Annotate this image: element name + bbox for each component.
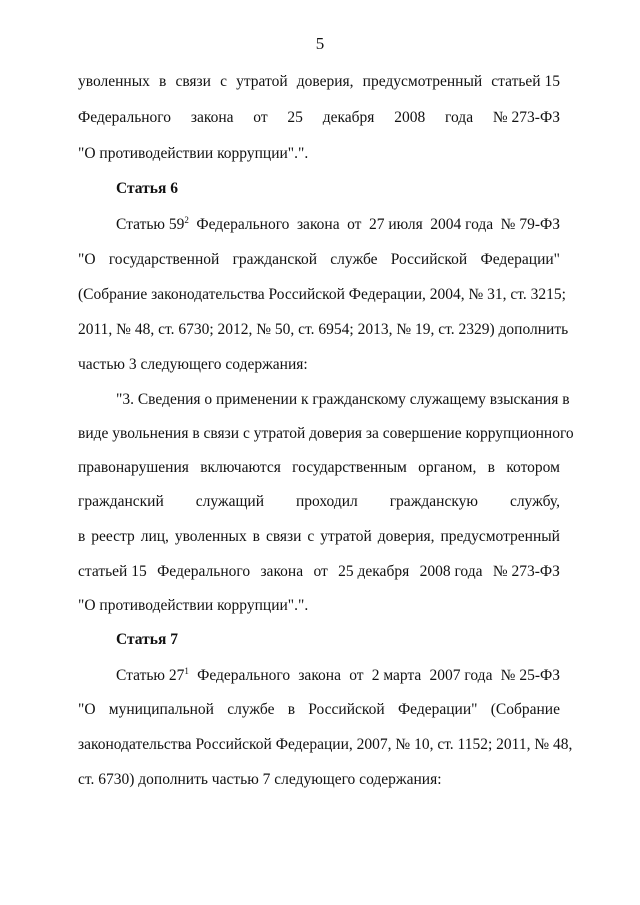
text-line: 2011, № 48, ст. 6730; 2012, № 50, ст. 6954; 2013, № 19, ст. 2329) дополнить [78,321,569,338]
word: закона [190,109,234,126]
text-line [78,492,560,512]
text-line: (Собрание законодательства Российской Федерации, 2004, № 31, ст. 3215; [78,286,566,303]
word: органом, [418,459,477,476]
word: 2007 года [429,667,493,684]
word: включаются [200,459,281,476]
word: службе [227,701,275,718]
article-ref: Статью $27^1$ [116,666,189,684]
word: Федерального [197,667,291,684]
word: (Собрание [490,701,560,718]
word: "О [78,251,96,268]
word: с [220,73,227,90]
text-line: виде увольнения в связи с утратой доверия за совершение коррупционного [78,425,574,442]
text-line: "3. Сведения о применении к гражданскому служащему взыскания в [116,391,570,408]
text-line [78,700,560,720]
word: "О [78,701,96,718]
word: в [159,73,167,90]
word: проходил [295,493,358,510]
word: предусмотренный [362,73,483,90]
word: в [287,701,296,718]
word: доверия, [296,73,354,90]
word: лиц, [140,528,169,545]
word: Российской [390,251,468,268]
word: от [253,109,268,126]
word: государственным [292,459,407,476]
word: котором [506,459,560,476]
text-line [78,562,560,582]
text-line: "О противодействии коррупции".". [78,145,309,162]
word: с [307,528,315,545]
word: правонарушения [78,459,189,476]
word: 2004 года [430,216,494,233]
word: связи [175,73,211,90]
word: года [445,109,474,126]
word: закона [298,667,341,684]
word: декабря [322,109,375,126]
word: статьей 15 [491,73,560,90]
text-line [78,72,560,92]
word: 2008 [394,109,426,126]
text-line [78,250,560,270]
word: в [252,528,260,545]
word: 25 декабря [338,563,410,580]
word: 2008 года [419,563,483,580]
word: в [78,528,86,545]
word: службе [330,251,378,268]
word: закона [260,563,304,580]
word: № 273-ФЗ [492,563,560,580]
word: 2 марта [371,667,422,684]
word: Федерации" [480,251,560,268]
word: статьей 15 [78,563,147,580]
word: № 25-ФЗ [500,667,560,684]
word: Федерального [196,216,290,233]
word: 27 июля [368,216,423,233]
word: от [347,216,362,233]
word: от [349,667,364,684]
article-ref: Статью $59^2$ [116,215,189,233]
text-line [78,527,560,547]
text-line [116,666,560,686]
text-line: законодательства Российской Федерации, 2007, № 10, ст. 1152; 2011, № 48, [78,736,573,753]
word: Федерации" [397,701,478,718]
text-line: "О противодействии коррупции".". [78,597,309,614]
word: 25 [287,109,303,126]
word: реестр [91,528,135,545]
word: закона [296,216,340,233]
word: Федерального [157,563,251,580]
word: № 273-ФЗ [492,109,560,126]
word: предусмотренный [440,528,560,545]
word: № 79-ФЗ [500,216,560,233]
word: утратой [320,528,372,545]
word: гражданскую [389,493,478,510]
word: доверия, [377,528,435,545]
text-line: частью 3 следующего содержания: [78,356,308,373]
article-heading: Статья 6 [116,180,178,197]
word: Федерального [78,109,172,126]
word: гражданский [78,493,164,510]
word: службу, [509,493,560,510]
word: уволенных [174,528,247,545]
word: утратой [236,73,288,90]
word: служащий [195,493,264,510]
page-number: 5 [315,34,325,53]
word: в [487,459,495,476]
word: от [313,563,328,580]
text-line: ст. 6730) дополнить частью 7 следующего содержания: [78,771,442,788]
article-heading: Статья 7 [116,631,178,648]
word: связи [265,528,302,545]
word: государственной [108,251,220,268]
word: уволенных [78,73,150,90]
text-line [78,458,560,478]
text-line [116,215,560,235]
word: Российской [308,701,385,718]
text-line [78,108,560,128]
word: муниципальной [108,701,214,718]
word: гражданской [232,251,317,268]
